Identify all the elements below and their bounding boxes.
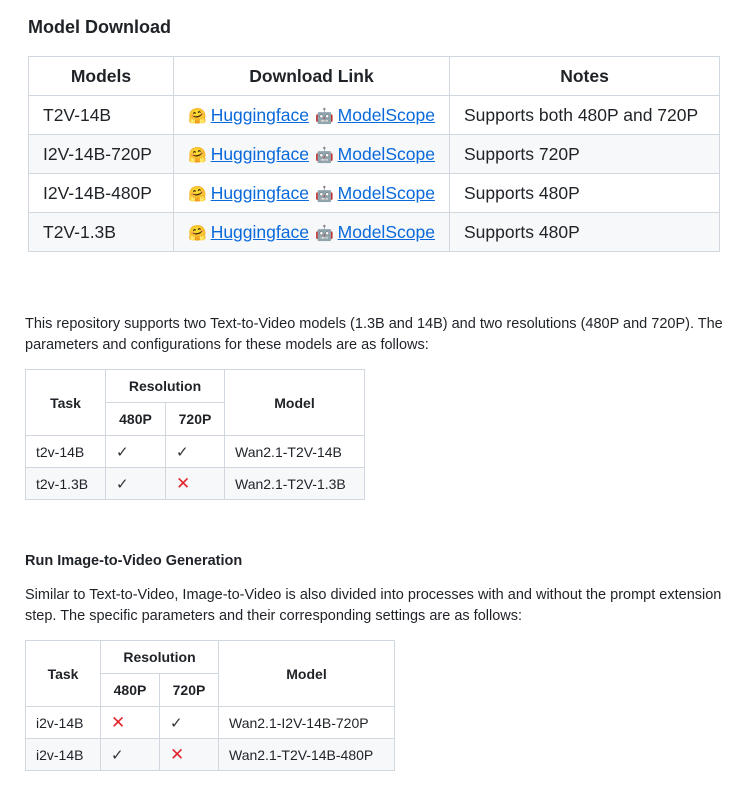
hugging-face-icon: 🤗 <box>188 145 207 164</box>
hugging-face-icon: 🤗 <box>188 184 207 203</box>
column-header-models: Models <box>29 57 174 96</box>
modelscope-link[interactable]: ModelScope <box>337 143 435 164</box>
table-row <box>29 174 720 213</box>
column-header-task: Task <box>26 641 101 707</box>
table-row <box>26 436 365 468</box>
table-row <box>26 707 395 739</box>
download-link-cell <box>174 96 450 135</box>
column-header-resolution: Resolution <box>106 370 225 403</box>
model-name-cell: I2V-14B-720P <box>29 135 174 174</box>
huggingface-link[interactable]: Huggingface <box>210 182 309 203</box>
huggingface-link[interactable]: Huggingface <box>210 143 309 164</box>
modelscope-robot-icon: 🤖 <box>314 106 334 125</box>
hugging-face-icon: 🤗 <box>188 223 207 242</box>
task-cell: t2v-14B <box>26 436 106 468</box>
cross-icon: ✕ <box>111 712 126 733</box>
cross-icon: ✕ <box>170 744 185 765</box>
column-header-download-link: Download Link <box>174 57 450 96</box>
section-heading-run-i2v: Run Image-to-Video Generation <box>25 553 243 569</box>
check-icon: ✓ <box>111 745 124 764</box>
model-cell: Wan2.1-T2V-1.3B <box>225 468 365 500</box>
column-header-480p: 480P <box>106 403 166 436</box>
table-row <box>29 213 720 252</box>
column-header-model: Model <box>219 641 395 707</box>
cross-icon: ✕ <box>176 473 191 494</box>
table-row <box>26 468 365 500</box>
huggingface-link[interactable]: Huggingface <box>210 104 309 125</box>
modelscope-robot-icon: 🤖 <box>314 184 334 203</box>
table-row <box>26 739 395 771</box>
hugging-face-icon: 🤗 <box>188 106 207 125</box>
column-header-resolution: Resolution <box>101 641 219 674</box>
t2v-description-paragraph: This repository supports two Text-to-Video models (1.3B and 14B) and two resolutions (480P and 720P). The parameters and configurations for these models are as follows: <box>25 316 723 353</box>
model-cell: Wan2.1-I2V-14B-720P <box>219 707 395 739</box>
huggingface-link[interactable]: Huggingface <box>210 221 309 242</box>
modelscope-link[interactable]: ModelScope <box>337 221 435 242</box>
column-header-notes: Notes <box>450 57 720 96</box>
model-name-cell: I2V-14B-480P <box>29 174 174 213</box>
i2v-config-table <box>25 640 395 771</box>
modelscope-link[interactable]: ModelScope <box>337 104 435 125</box>
notes-cell: Supports both 480P and 720P <box>450 96 720 135</box>
notes-cell: Supports 720P <box>450 135 720 174</box>
column-header-task: Task <box>26 370 106 436</box>
task-cell: i2v-14B <box>26 739 101 771</box>
modelscope-link[interactable]: ModelScope <box>337 182 435 203</box>
notes-cell: Supports 480P <box>450 213 720 252</box>
task-cell: t2v-1.3B <box>26 468 106 500</box>
download-link-cell <box>174 135 450 174</box>
check-icon: ✓ <box>170 713 183 732</box>
check-icon: ✓ <box>176 442 189 461</box>
modelscope-robot-icon: 🤖 <box>314 223 334 242</box>
model-cell: Wan2.1-T2V-14B <box>225 436 365 468</box>
modelscope-robot-icon: 🤖 <box>314 145 334 164</box>
check-icon: ✓ <box>116 442 129 461</box>
column-header-720p: 720P <box>160 674 219 707</box>
model-cell: Wan2.1-T2V-14B-480P <box>219 739 395 771</box>
column-header-720p: 720P <box>166 403 225 436</box>
column-header-480p: 480P <box>101 674 160 707</box>
model-download-table <box>28 56 720 252</box>
download-link-cell <box>174 174 450 213</box>
task-cell: i2v-14B <box>26 707 101 739</box>
table-row <box>29 135 720 174</box>
check-icon: ✓ <box>116 474 129 493</box>
table-row <box>29 96 720 135</box>
section-heading-model-download: Model Download <box>28 17 171 37</box>
notes-cell: Supports 480P <box>450 174 720 213</box>
column-header-model: Model <box>225 370 365 436</box>
t2v-config-table <box>25 369 365 500</box>
model-name-cell: T2V-1.3B <box>29 213 174 252</box>
table-header-row <box>29 57 720 96</box>
download-link-cell <box>174 213 450 252</box>
i2v-description-paragraph: Similar to Text-to-Video, Image-to-Video is also divided into processes with and without the prompt extension step. The specific parameters and their corresponding settings are as follows: <box>25 587 722 624</box>
model-name-cell: T2V-14B <box>29 96 174 135</box>
